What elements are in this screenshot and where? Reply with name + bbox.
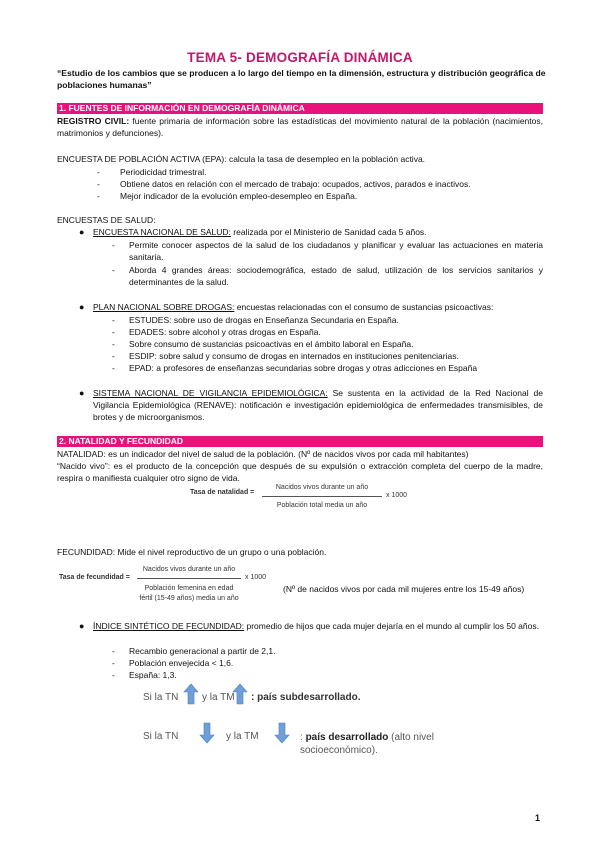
tn-formula-numerator: Nacidos vivos durante un año xyxy=(275,484,369,491)
tf-formula-label: Tasa de fecundidad = xyxy=(59,574,130,581)
ens-item-2: Aborda 4 grandes áreas: sociodemográfica, estado de salud, utilización de los servicios sanitarios y determinantes de la salud. xyxy=(129,265,543,287)
epa-label: ENCUESTA DE POBLACIÓN ACTIVA (EPA): xyxy=(57,154,227,164)
line2-conclusion xyxy=(300,731,480,757)
registro-civil-paragraph xyxy=(57,115,543,139)
isf-item-3: España: 1,3. xyxy=(129,670,177,680)
ens-item-1: Permite conocer aspectos de la salud de los ciudadanos y planificar y evaluar las actuaciones en materia sanitaria. xyxy=(129,240,543,262)
epa-paragraph xyxy=(57,153,543,165)
dash-bullet: - xyxy=(112,240,115,250)
nacido-vivo-text: es el producto de la concepción que después de su expulsión o extracción completa del cuerpo de la madre, respira o manifiesta cualquier otro signo de vida. xyxy=(57,461,543,483)
isf-label: ÍNDICE SINTÉTICO DE FECUNDIDAD: xyxy=(93,621,245,631)
document-title: TEMA 5- DEMOGRAFÍA DINÁMICA xyxy=(187,50,413,65)
isf-text: promedio de hijos que cada mujer dejaría en el mundo al cumplir los 50 años. xyxy=(244,621,539,631)
dash-bullet: - xyxy=(112,646,115,656)
arrow-up-icon xyxy=(232,683,248,705)
epa-item-2: Obtiene datos en relación con el mercado de trabajo: ocupados, activos, parados e inactivos. xyxy=(120,179,471,189)
nacido-vivo-paragraph xyxy=(57,460,543,484)
ens-text: realizada por el Ministerio de Sanidad cada 5 años. xyxy=(230,227,427,237)
fraction-line xyxy=(262,496,382,497)
fecundidad-paragraph xyxy=(57,546,543,558)
natalidad-label: NATALIDAD: xyxy=(57,449,106,459)
arrow-down-icon xyxy=(274,722,290,744)
bullet-dot: ● xyxy=(79,388,85,398)
sve-text: Se sustenta en la actividad de la Red Nacional de Vigilancia Epidemiológica (RENAVE): notificación e investigación epidemiológica de enfermedades transmisibles, de brotes y de microorganismos. xyxy=(93,388,543,422)
line1-text-a: Si la TN xyxy=(143,692,179,703)
definition-quote: “Estudio de los cambios que se producen a lo largo del tiempo en la dimensión, estructura y distribución geográfica de poblaciones humanas” xyxy=(57,68,546,90)
fecundidad-text: Mide el nivel reproductivo de un grupo o una población. xyxy=(115,547,327,557)
natalidad-paragraph xyxy=(57,448,543,460)
section-2-heading: 2. NATALIDAD Y FECUNDIDAD xyxy=(57,436,543,447)
pnd-item-4: ESDIP: sobre salud y consumo de drogas en internados en instituciones penitenciarias. xyxy=(129,351,459,361)
dash-bullet: - xyxy=(112,351,115,361)
section-1-heading: 1. FUENTES DE INFORMACIÓN EN DEMOGRAFÍA DINÁMICA xyxy=(57,103,543,114)
registro-civil-text: fuente primaria de información sobre las estadísticas del movimiento natural de la población (nacimientos, matrimonios y defunciones). xyxy=(57,116,543,138)
arrow-down-icon xyxy=(199,722,215,744)
page-number: 1 xyxy=(535,813,541,823)
line2-bold-text: país desarrollado xyxy=(305,732,389,743)
bullet-dot: ● xyxy=(79,621,85,631)
line2-colon: : xyxy=(300,732,303,743)
line1-text-c: : país subdesarrollado. xyxy=(251,692,361,703)
tn-formula-label: Tasa de natalidad = xyxy=(190,489,255,496)
pnd-item-2: EDADES: sobre alcohol y otras drogas en España. xyxy=(129,327,321,337)
pnd-paragraph xyxy=(93,301,543,313)
tn-formula-denominator: Población total media un año xyxy=(276,502,368,509)
line2-rest-text: (alto nivel socioeconómico). xyxy=(300,732,434,756)
pnd-item-1: ESTUDES: sobre uso de drogas en Enseñanza Secundaria en España. xyxy=(129,315,399,325)
sve-paragraph xyxy=(93,387,543,423)
dash-bullet: - xyxy=(112,339,115,349)
tn-formula-factor: x 1000 xyxy=(386,492,408,499)
dash-bullet: - xyxy=(97,191,100,201)
isf-item-1: Recambio generacional a partir de 2,1. xyxy=(129,646,276,656)
tf-formula-factor: x 1000 xyxy=(245,574,267,581)
line2-text-a: Si la TN xyxy=(143,731,179,742)
epa-text: calcula la tasa de desempleo en la población activa. xyxy=(226,154,426,164)
arrow-up-icon xyxy=(183,683,199,705)
natalidad-text: es un indicador del nivel de salud de la población. (Nº de nacidos vivos por cada mil habitantes) xyxy=(105,449,469,459)
pnd-item-5: EPAD: a profesores de enseñanzas secundarias sobre drogas y otras adicciones en España xyxy=(129,363,478,373)
tf-formula-numerator: Nacidos vivos durante un año xyxy=(142,566,236,573)
pnd-item-3: Sobre consumo de sustancias psicoactivas en el ámbito laboral en España. xyxy=(129,339,414,349)
ens-label: ENCUESTA NACIONAL DE SALUD: xyxy=(93,227,231,237)
dash-bullet: - xyxy=(112,363,115,373)
registro-civil-label: REGISTRO CIVIL: xyxy=(57,116,130,126)
pnd-text: encuestas relacionadas con el consumo de sustancias psicoactivas: xyxy=(234,302,494,312)
tf-note: (Nº de nacidos vivos por cada mil mujeres entre los 15-49 años) xyxy=(283,584,525,594)
fecundidad-label: FECUNDIDAD: xyxy=(57,547,116,557)
dash-bullet: - xyxy=(112,265,115,275)
nacido-vivo-label: “Nacido vivo”: xyxy=(57,461,111,471)
tf-formula-denominator-1: Población femenina en edad xyxy=(144,585,234,592)
line1-text-b: y la TM xyxy=(202,692,235,703)
dash-bullet: - xyxy=(97,179,100,189)
pnd-label: PLAN NACIONAL SOBRE DROGAS: xyxy=(93,302,235,312)
dash-bullet: - xyxy=(112,315,115,325)
fraction-line xyxy=(137,578,241,579)
bullet-dot: ● xyxy=(79,227,85,237)
sve-label: SISTEMA NACIONAL DE VIGILANCIA EPIDEMIOLÓGICA: xyxy=(93,388,328,398)
dash-bullet: - xyxy=(112,670,115,680)
dash-bullet: - xyxy=(112,327,115,337)
isf-item-2: Población envejecida < 1,6. xyxy=(129,658,234,668)
tf-formula-denominator-2: fértil (15-49 años) media un año xyxy=(139,595,239,602)
bullet-dot: ● xyxy=(79,302,85,312)
isf-paragraph xyxy=(93,620,543,632)
epa-item-3: Mejor indicador de la evolución empleo-desempleo en España. xyxy=(120,191,358,201)
line2-text-b: y la TM xyxy=(226,731,259,742)
epa-item-1: Periodicidad trimestral. xyxy=(120,167,207,177)
encuestas-salud-label: ENCUESTAS DE SALUD: xyxy=(57,215,156,225)
ens-paragraph xyxy=(93,226,543,238)
dash-bullet: - xyxy=(112,658,115,668)
dash-bullet: - xyxy=(97,167,100,177)
